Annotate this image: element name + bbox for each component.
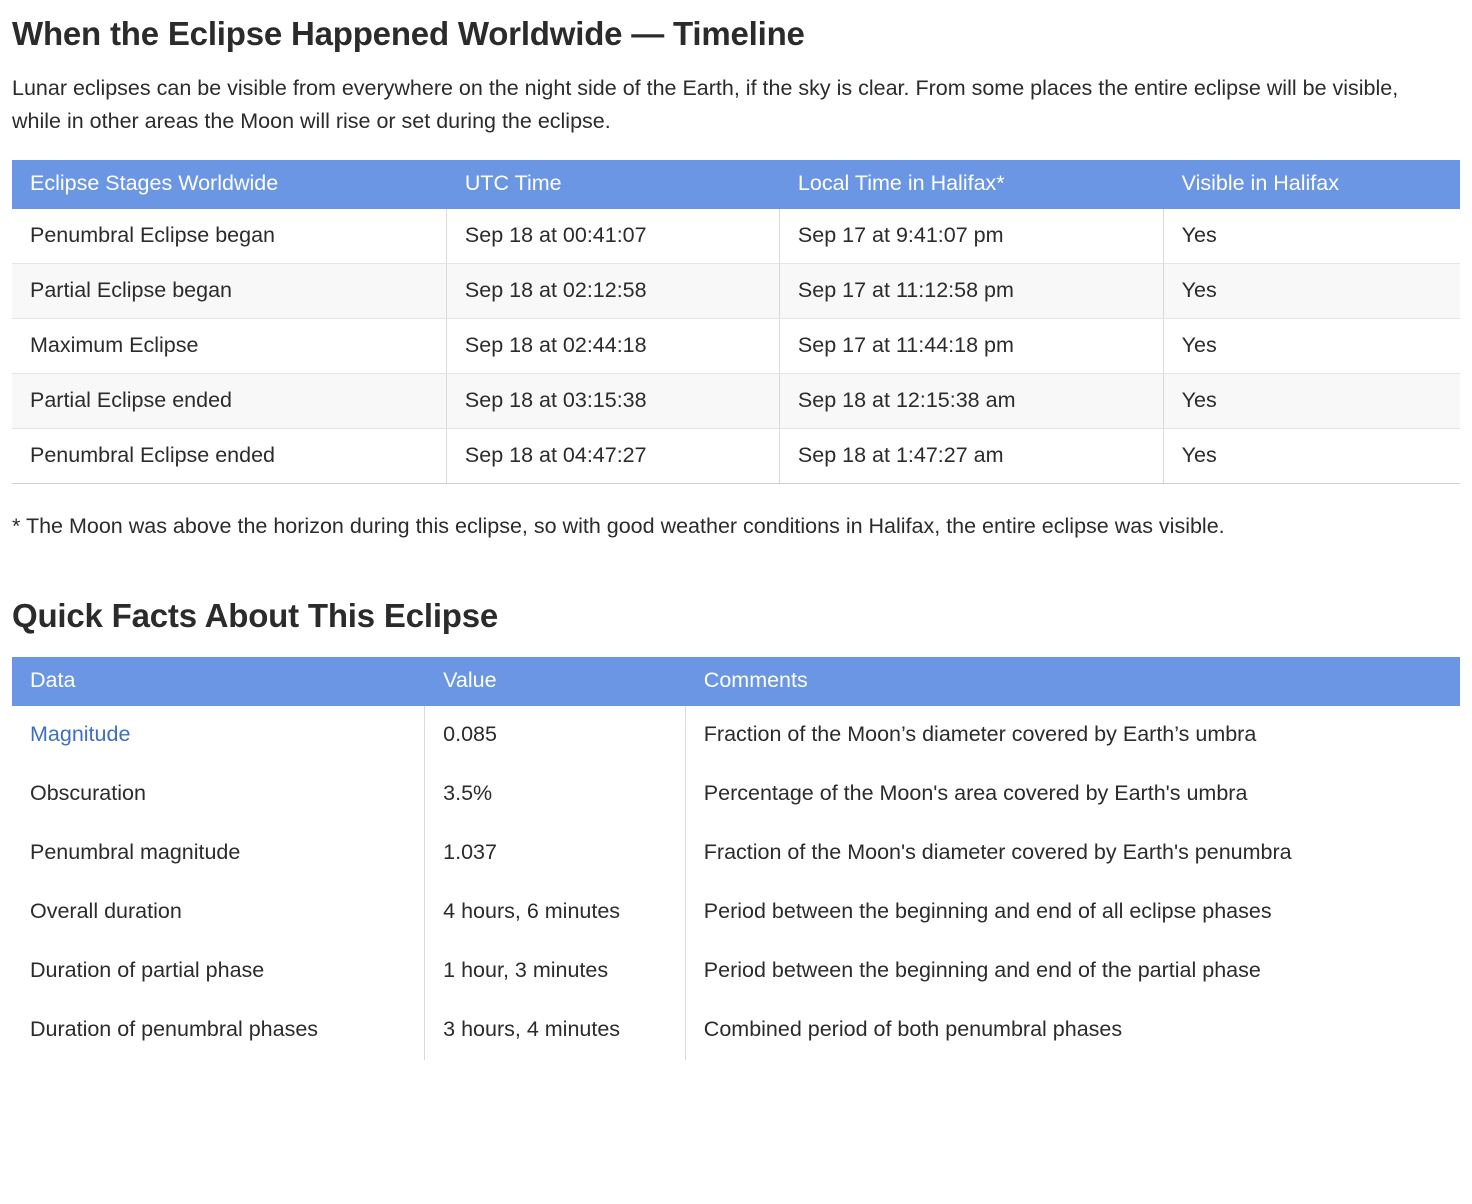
cell-stage: Partial Eclipse ended (12, 374, 446, 429)
cell-utc-time: Sep 18 at 02:12:58 (446, 264, 779, 319)
cell-value: 1 hour, 3 minutes (425, 942, 686, 1001)
column-header-stage: Eclipse Stages Worldwide (12, 160, 446, 209)
timeline-table-head (12, 160, 1460, 209)
cell-utc-time: Sep 18 at 03:15:38 (446, 374, 779, 429)
cell-comments: Percentage of the Moon's area covered by Earth's umbra (685, 765, 1460, 824)
cell-local-time: Sep 18 at 1:47:27 am (779, 429, 1163, 484)
facts-table-head (12, 657, 1460, 706)
cell-value: 3 hours, 4 minutes (425, 1001, 686, 1060)
cell-data-label: Duration of partial phase (12, 942, 425, 1001)
cell-utc-time: Sep 18 at 00:41:07 (446, 209, 779, 264)
cell-local-time: Sep 18 at 12:15:38 am (779, 374, 1163, 429)
cell-stage: Penumbral Eclipse ended (12, 429, 446, 484)
eclipse-timeline-table (12, 160, 1460, 484)
table-row (12, 264, 1460, 319)
cell-data-label: Penumbral magnitude (12, 824, 425, 883)
cell-local-time: Sep 17 at 9:41:07 pm (779, 209, 1163, 264)
cell-visible: Yes (1163, 374, 1460, 429)
cell-stage: Maximum Eclipse (12, 319, 446, 374)
table-header-row (12, 160, 1460, 209)
cell-visible: Yes (1163, 319, 1460, 374)
cell-comments: Fraction of the Moon's diameter covered by Earth's penumbra (685, 824, 1460, 883)
cell-comments: Period between the beginning and end of all eclipse phases (685, 883, 1460, 942)
cell-value: 1.037 (425, 824, 686, 883)
cell-visible: Yes (1163, 209, 1460, 264)
timeline-table-body (12, 209, 1460, 484)
cell-comments: Period between the beginning and end of the partial phase (685, 942, 1460, 1001)
quick-facts-table (12, 657, 1460, 1060)
cell-value: 3.5% (425, 765, 686, 824)
magnitude-link[interactable]: Magnitude (30, 722, 131, 747)
table-header-row (12, 657, 1460, 706)
cell-utc-time: Sep 18 at 02:44:18 (446, 319, 779, 374)
column-header-value: Value (425, 657, 686, 706)
column-header-local-time: Local Time in Halifax* (779, 160, 1163, 209)
table-row (12, 319, 1460, 374)
table-row (12, 765, 1460, 824)
facts-table-body (12, 706, 1460, 1060)
timeline-footnote: * The Moon was above the horizon during this eclipse, so with good weather conditions in Halifax, the entire eclipse was visible. (12, 514, 1225, 539)
cell-data-label: Overall duration (12, 883, 425, 942)
page-title: When the Eclipse Happened Worldwide — Timeline (12, 15, 805, 52)
cell-visible: Yes (1163, 264, 1460, 319)
table-row (12, 824, 1460, 883)
column-header-data: Data (12, 657, 425, 706)
cell-utc-time: Sep 18 at 04:47:27 (446, 429, 779, 484)
table-row (12, 883, 1460, 942)
timeline-intro-text: Lunar eclipses can be visible from everywhere on the night side of the Earth, if the sky is clear. From some places the entire eclipse will be visible, while in other areas the Moon will rise or set during the eclipse. (12, 75, 1399, 133)
table-row (12, 374, 1460, 429)
quick-facts-title: Quick Facts About This Eclipse (12, 596, 499, 634)
cell-comments: Combined period of both penumbral phases (685, 1001, 1460, 1060)
column-header-comments: Comments (685, 657, 1460, 706)
cell-stage: Penumbral Eclipse began (12, 209, 446, 264)
cell-local-time: Sep 17 at 11:44:18 pm (779, 319, 1163, 374)
table-row (12, 1001, 1460, 1060)
table-row (12, 429, 1460, 484)
cell-data-label (12, 706, 425, 765)
cell-data-label: Duration of penumbral phases (12, 1001, 425, 1060)
column-header-utc-time: UTC Time (446, 160, 779, 209)
column-header-visible: Visible in Halifax (1163, 160, 1460, 209)
cell-value: 0.085 (425, 706, 686, 765)
cell-comments: Fraction of the Moon’s diameter covered by Earth’s umbra (685, 706, 1460, 765)
table-row (12, 706, 1460, 765)
cell-stage: Partial Eclipse began (12, 264, 446, 319)
cell-visible: Yes (1163, 429, 1460, 484)
cell-local-time: Sep 17 at 11:12:58 pm (779, 264, 1163, 319)
table-row (12, 209, 1460, 264)
cell-value: 4 hours, 6 minutes (425, 883, 686, 942)
cell-data-label: Obscuration (12, 765, 425, 824)
table-row (12, 942, 1460, 1001)
